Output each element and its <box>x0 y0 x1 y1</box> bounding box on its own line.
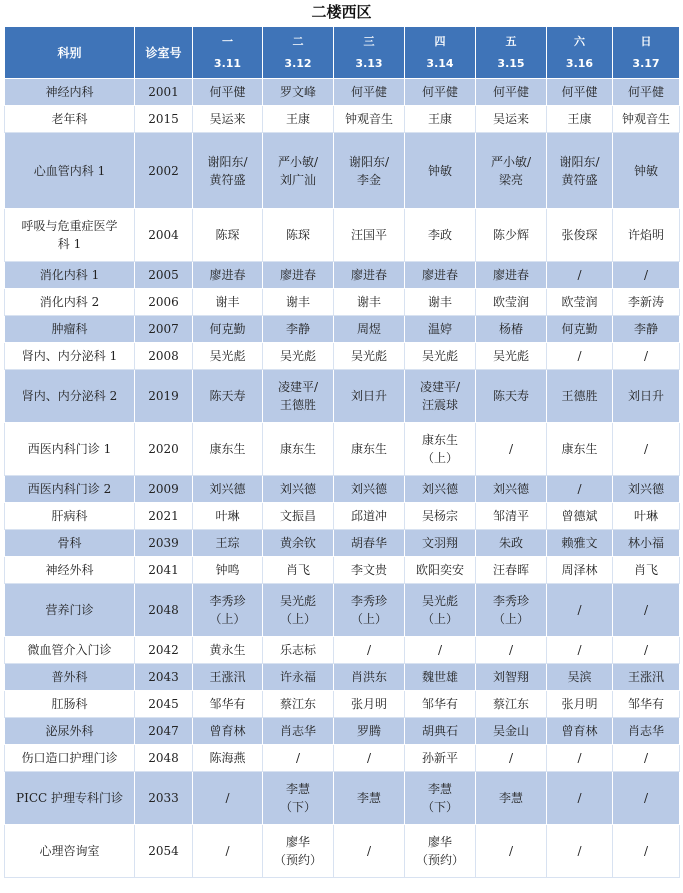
table-row <box>5 503 680 530</box>
day-column-header <box>263 27 334 79</box>
day-column-header <box>613 27 680 79</box>
doctor-cell: 谢丰 <box>193 289 263 316</box>
doctor-cell: 刘兴德 <box>613 476 680 503</box>
dept-column-header: 科别 <box>5 27 135 79</box>
doctor-cell: 魏世雄 <box>405 664 476 691</box>
room-number-cell: 2019 <box>135 370 193 423</box>
doctor-cell: 陈琛 <box>193 209 263 262</box>
doctor-cell: 李慧 （下） <box>405 772 476 825</box>
doctor-cell: 谢丰 <box>334 289 405 316</box>
doctor-cell: 李慧 <box>476 772 547 825</box>
day-column-header <box>405 27 476 79</box>
doctor-cell: 吴光彪 <box>263 343 334 370</box>
doctor-cell: 陈天寿 <box>476 370 547 423</box>
doctor-cell: 李静 <box>613 316 680 343</box>
doctor-cell: 陈少辉 <box>476 209 547 262</box>
room-number-cell: 2041 <box>135 557 193 584</box>
room-number-cell: 2054 <box>135 825 193 878</box>
room-number-cell: 2002 <box>135 133 193 209</box>
doctor-cell: 赖雅文 <box>547 530 613 557</box>
doctor-cell: 谢阳东/ 黄符盛 <box>547 133 613 209</box>
table-row <box>5 423 680 476</box>
doctor-cell: 李新涛 <box>613 289 680 316</box>
doctor-cell: 曾育林 <box>193 718 263 745</box>
doctor-cell: 肖飞 <box>613 557 680 584</box>
department-cell: 营养门诊 <box>5 584 135 637</box>
doctor-cell: 许焰明 <box>613 209 680 262</box>
doctor-cell: / <box>547 343 613 370</box>
date-label: 3.16 <box>565 56 594 70</box>
doctor-cell: 陈琛 <box>263 209 334 262</box>
doctor-cell: / <box>547 825 613 878</box>
doctor-cell: / <box>613 584 680 637</box>
date-label: 3.14 <box>426 56 454 70</box>
room-number-cell: 2006 <box>135 289 193 316</box>
doctor-cell: 吴滨 <box>547 664 613 691</box>
department-cell: 消化内科 1 <box>5 262 135 289</box>
doctor-cell: 王德胜 <box>547 370 613 423</box>
department-cell: 神经内科 <box>5 79 135 106</box>
doctor-cell: 何平健 <box>613 79 680 106</box>
table-row <box>5 106 680 133</box>
doctor-cell: 廖进春 <box>263 262 334 289</box>
doctor-cell: 王涨汛 <box>613 664 680 691</box>
room-number-cell: 2004 <box>135 209 193 262</box>
weekday-label: 六 <box>574 34 585 48</box>
doctor-cell: 钟鸣 <box>193 557 263 584</box>
doctor-cell: / <box>476 637 547 664</box>
doctor-cell: 严小敏/ 梁亮 <box>476 133 547 209</box>
doctor-cell: 何平健 <box>547 79 613 106</box>
doctor-cell: 钟观音生 <box>613 106 680 133</box>
doctor-cell: 王康 <box>405 106 476 133</box>
doctor-cell: 吴光彪 （上） <box>263 584 334 637</box>
department-cell: 肛肠科 <box>5 691 135 718</box>
day-column-header <box>193 27 263 79</box>
doctor-cell: / <box>547 584 613 637</box>
department-cell: 西医内科门诊 1 <box>5 423 135 476</box>
table-row <box>5 289 680 316</box>
doctor-cell: 黄余钦 <box>263 530 334 557</box>
table-row <box>5 584 680 637</box>
doctor-cell: / <box>547 476 613 503</box>
table-row <box>5 262 680 289</box>
room-number-cell: 2015 <box>135 106 193 133</box>
doctor-cell: 文振昌 <box>263 503 334 530</box>
room-number-cell: 2005 <box>135 262 193 289</box>
doctor-cell: / <box>476 423 547 476</box>
doctor-cell: 刘日升 <box>613 370 680 423</box>
doctor-cell: 许永福 <box>263 664 334 691</box>
doctor-cell: 张俊琛 <box>547 209 613 262</box>
doctor-cell: 王涨汛 <box>193 664 263 691</box>
doctor-cell: 康东生 （上） <box>405 423 476 476</box>
doctor-cell: 刘兴德 <box>476 476 547 503</box>
doctor-cell: / <box>193 825 263 878</box>
table-row <box>5 745 680 772</box>
doctor-cell: 陈天寿 <box>193 370 263 423</box>
table-row <box>5 530 680 557</box>
doctor-cell: 何克勤 <box>193 316 263 343</box>
doctor-cell: 欧阳奕安 <box>405 557 476 584</box>
table-row <box>5 825 680 878</box>
doctor-cell: / <box>263 745 334 772</box>
room-number-cell: 2033 <box>135 772 193 825</box>
doctor-cell: 刘智翔 <box>476 664 547 691</box>
doctor-cell: / <box>613 772 680 825</box>
department-cell: 泌尿外科 <box>5 718 135 745</box>
doctor-cell: / <box>476 825 547 878</box>
schedule-body <box>5 79 680 878</box>
doctor-cell: 邹华有 <box>405 691 476 718</box>
doctor-cell: / <box>547 745 613 772</box>
doctor-cell: 邹清平 <box>476 503 547 530</box>
schedule-table <box>4 26 680 878</box>
doctor-cell: 汪国平 <box>334 209 405 262</box>
doctor-cell: 李慧 （下） <box>263 772 334 825</box>
department-cell: 呼吸与危重症医学 科 1 <box>5 209 135 262</box>
table-row <box>5 637 680 664</box>
doctor-cell: 何平健 <box>405 79 476 106</box>
doctor-cell: / <box>613 423 680 476</box>
department-cell: 肿瘤科 <box>5 316 135 343</box>
table-row <box>5 133 680 209</box>
doctor-cell: 刘日升 <box>334 370 405 423</box>
department-cell: 肾内、内分泌科 2 <box>5 370 135 423</box>
doctor-cell: 欧莹润 <box>476 289 547 316</box>
room-number-cell: 2020 <box>135 423 193 476</box>
doctor-cell: 孙新平 <box>405 745 476 772</box>
date-label: 3.11 <box>213 56 242 70</box>
doctor-cell: 张月明 <box>547 691 613 718</box>
doctor-cell: 黄永生 <box>193 637 263 664</box>
doctor-cell: 张月明 <box>334 691 405 718</box>
doctor-cell: 吴杨宗 <box>405 503 476 530</box>
header-row <box>5 27 680 79</box>
room-number-cell: 2009 <box>135 476 193 503</box>
page-title: 二楼西区 <box>311 3 372 21</box>
doctor-cell: / <box>193 772 263 825</box>
date-label: 3.12 <box>284 56 312 70</box>
room-number-cell: 2021 <box>135 503 193 530</box>
table-row <box>5 476 680 503</box>
doctor-cell: / <box>547 637 613 664</box>
doctor-cell: 王康 <box>263 106 334 133</box>
doctor-cell: 乐志标 <box>263 637 334 664</box>
doctor-cell: 钟敏 <box>613 133 680 209</box>
doctor-cell: 吴光彪 <box>193 343 263 370</box>
doctor-cell: 周泽林 <box>547 557 613 584</box>
doctor-cell: 凌建平/ 汪震球 <box>405 370 476 423</box>
doctor-cell: 何平健 <box>193 79 263 106</box>
doctor-cell: / <box>613 262 680 289</box>
weekday-label: 一 <box>222 34 233 48</box>
doctor-cell: 钟观音生 <box>334 106 405 133</box>
date-label: 3.13 <box>355 56 383 70</box>
doctor-cell: / <box>405 637 476 664</box>
doctor-cell: 李秀珍 （上） <box>334 584 405 637</box>
department-cell: 肾内、内分泌科 1 <box>5 343 135 370</box>
doctor-cell: 吴运来 <box>193 106 263 133</box>
doctor-cell: 吴光彪 （上） <box>405 584 476 637</box>
department-cell: 骨科 <box>5 530 135 557</box>
doctor-cell: 李秀珍 （上） <box>476 584 547 637</box>
doctor-cell: 曾育林 <box>547 718 613 745</box>
doctor-cell: 叶琳 <box>193 503 263 530</box>
doctor-cell: 肖飞 <box>263 557 334 584</box>
doctor-cell: 廖进春 <box>334 262 405 289</box>
department-cell: PICC 护理专科门诊 <box>5 772 135 825</box>
doctor-cell: 吴光彪 <box>334 343 405 370</box>
doctor-cell: 李文贵 <box>334 557 405 584</box>
doctor-cell: 邹华有 <box>613 691 680 718</box>
doctor-cell: 朱政 <box>476 530 547 557</box>
department-cell: 消化内科 2 <box>5 289 135 316</box>
doctor-cell: 谢丰 <box>405 289 476 316</box>
room-number-cell: 2048 <box>135 745 193 772</box>
doctor-cell: 李静 <box>263 316 334 343</box>
doctor-cell: / <box>334 825 405 878</box>
doctor-cell: 康东生 <box>334 423 405 476</box>
doctor-cell: 欧莹润 <box>547 289 613 316</box>
doctor-cell: 李秀珍 （上） <box>193 584 263 637</box>
table-row <box>5 370 680 423</box>
room-number-cell: 2008 <box>135 343 193 370</box>
doctor-cell: 胡春华 <box>334 530 405 557</box>
room-number-cell: 2042 <box>135 637 193 664</box>
doctor-cell: 蔡江东 <box>476 691 547 718</box>
doctor-cell: 钟敏 <box>405 133 476 209</box>
doctor-cell: 叶琳 <box>613 503 680 530</box>
doctor-cell: 蔡江东 <box>263 691 334 718</box>
doctor-cell: 吴运来 <box>476 106 547 133</box>
table-row <box>5 209 680 262</box>
doctor-cell: / <box>476 745 547 772</box>
department-cell: 普外科 <box>5 664 135 691</box>
doctor-cell: 邱道冲 <box>334 503 405 530</box>
doctor-cell: 谢丰 <box>263 289 334 316</box>
table-row <box>5 557 680 584</box>
department-cell: 神经外科 <box>5 557 135 584</box>
doctor-cell: 谢阳东/ 黄符盛 <box>193 133 263 209</box>
doctor-cell: 严小敏/ 刘广汕 <box>263 133 334 209</box>
doctor-cell: 廖进春 <box>193 262 263 289</box>
doctor-cell: 文羽翔 <box>405 530 476 557</box>
weekday-label: 日 <box>640 34 652 48</box>
table-row <box>5 316 680 343</box>
weekday-label: 二 <box>292 34 304 48</box>
room-column-header: 诊室号 <box>135 27 193 79</box>
table-row <box>5 664 680 691</box>
doctor-cell: / <box>613 745 680 772</box>
table-row <box>5 343 680 370</box>
table-row <box>5 79 680 106</box>
doctor-cell: / <box>547 262 613 289</box>
doctor-cell: 谢阳东/ 李金 <box>334 133 405 209</box>
doctor-cell: 温婷 <box>405 316 476 343</box>
doctor-cell: 王康 <box>547 106 613 133</box>
doctor-cell: 肖志华 <box>263 718 334 745</box>
doctor-cell: 廖进春 <box>405 262 476 289</box>
doctor-cell: 周煜 <box>334 316 405 343</box>
doctor-cell: 刘兴德 <box>405 476 476 503</box>
doctor-cell: 罗腾 <box>334 718 405 745</box>
doctor-cell: 何平健 <box>334 79 405 106</box>
doctor-cell: 廖华 （预约） <box>263 825 334 878</box>
doctor-cell: 康东生 <box>547 423 613 476</box>
day-column-header <box>334 27 405 79</box>
day-column-header <box>547 27 613 79</box>
doctor-cell: 刘兴德 <box>334 476 405 503</box>
doctor-cell: 胡典石 <box>405 718 476 745</box>
doctor-cell: / <box>613 637 680 664</box>
weekday-label: 三 <box>363 34 375 48</box>
doctor-cell: 刘兴德 <box>193 476 263 503</box>
room-number-cell: 2045 <box>135 691 193 718</box>
doctor-cell: 廖华 （预约） <box>405 825 476 878</box>
weekday-label: 四 <box>434 34 446 48</box>
doctor-cell: 吴光彪 <box>405 343 476 370</box>
doctor-cell: 何平健 <box>476 79 547 106</box>
doctor-cell: 李慧 <box>334 772 405 825</box>
date-label: 3.15 <box>497 56 525 70</box>
doctor-cell: 康东生 <box>263 423 334 476</box>
doctor-cell: 汪春晖 <box>476 557 547 584</box>
department-cell: 肝病科 <box>5 503 135 530</box>
doctor-cell: 李政 <box>405 209 476 262</box>
day-column-header <box>476 27 547 79</box>
table-row <box>5 772 680 825</box>
doctor-cell: 吴光彪 <box>476 343 547 370</box>
room-number-cell: 2007 <box>135 316 193 343</box>
doctor-cell: 吴金山 <box>476 718 547 745</box>
doctor-cell: 王琮 <box>193 530 263 557</box>
room-number-cell: 2039 <box>135 530 193 557</box>
doctor-cell: 罗文峰 <box>263 79 334 106</box>
table-row <box>5 718 680 745</box>
doctor-cell: 凌建平/ 王德胜 <box>263 370 334 423</box>
doctor-cell: 邹华有 <box>193 691 263 718</box>
room-number-cell: 2048 <box>135 584 193 637</box>
room-number-cell: 2043 <box>135 664 193 691</box>
doctor-cell: 肖志华 <box>613 718 680 745</box>
room-number-cell: 2001 <box>135 79 193 106</box>
doctor-cell: 杨椿 <box>476 316 547 343</box>
doctor-cell: 肖洪东 <box>334 664 405 691</box>
doctor-cell: / <box>547 772 613 825</box>
department-cell: 心血管内科 1 <box>5 133 135 209</box>
room-number-cell: 2047 <box>135 718 193 745</box>
doctor-cell: 康东生 <box>193 423 263 476</box>
doctor-cell: 陈海燕 <box>193 745 263 772</box>
department-cell: 微血管介入门诊 <box>5 637 135 664</box>
department-cell: 伤口造口护理门诊 <box>5 745 135 772</box>
department-cell: 心理咨询室 <box>5 825 135 878</box>
doctor-cell: / <box>334 745 405 772</box>
doctor-cell: 林小福 <box>613 530 680 557</box>
date-label: 3.17 <box>632 56 660 70</box>
doctor-cell: 廖进春 <box>476 262 547 289</box>
table-row <box>5 691 680 718</box>
doctor-cell: / <box>613 343 680 370</box>
doctor-cell: 刘兴德 <box>263 476 334 503</box>
doctor-cell: 曾德斌 <box>547 503 613 530</box>
department-cell: 西医内科门诊 2 <box>5 476 135 503</box>
weekday-label: 五 <box>505 34 517 48</box>
doctor-cell: 何克勤 <box>547 316 613 343</box>
doctor-cell: / <box>334 637 405 664</box>
doctor-cell: / <box>613 825 680 878</box>
department-cell: 老年科 <box>5 106 135 133</box>
